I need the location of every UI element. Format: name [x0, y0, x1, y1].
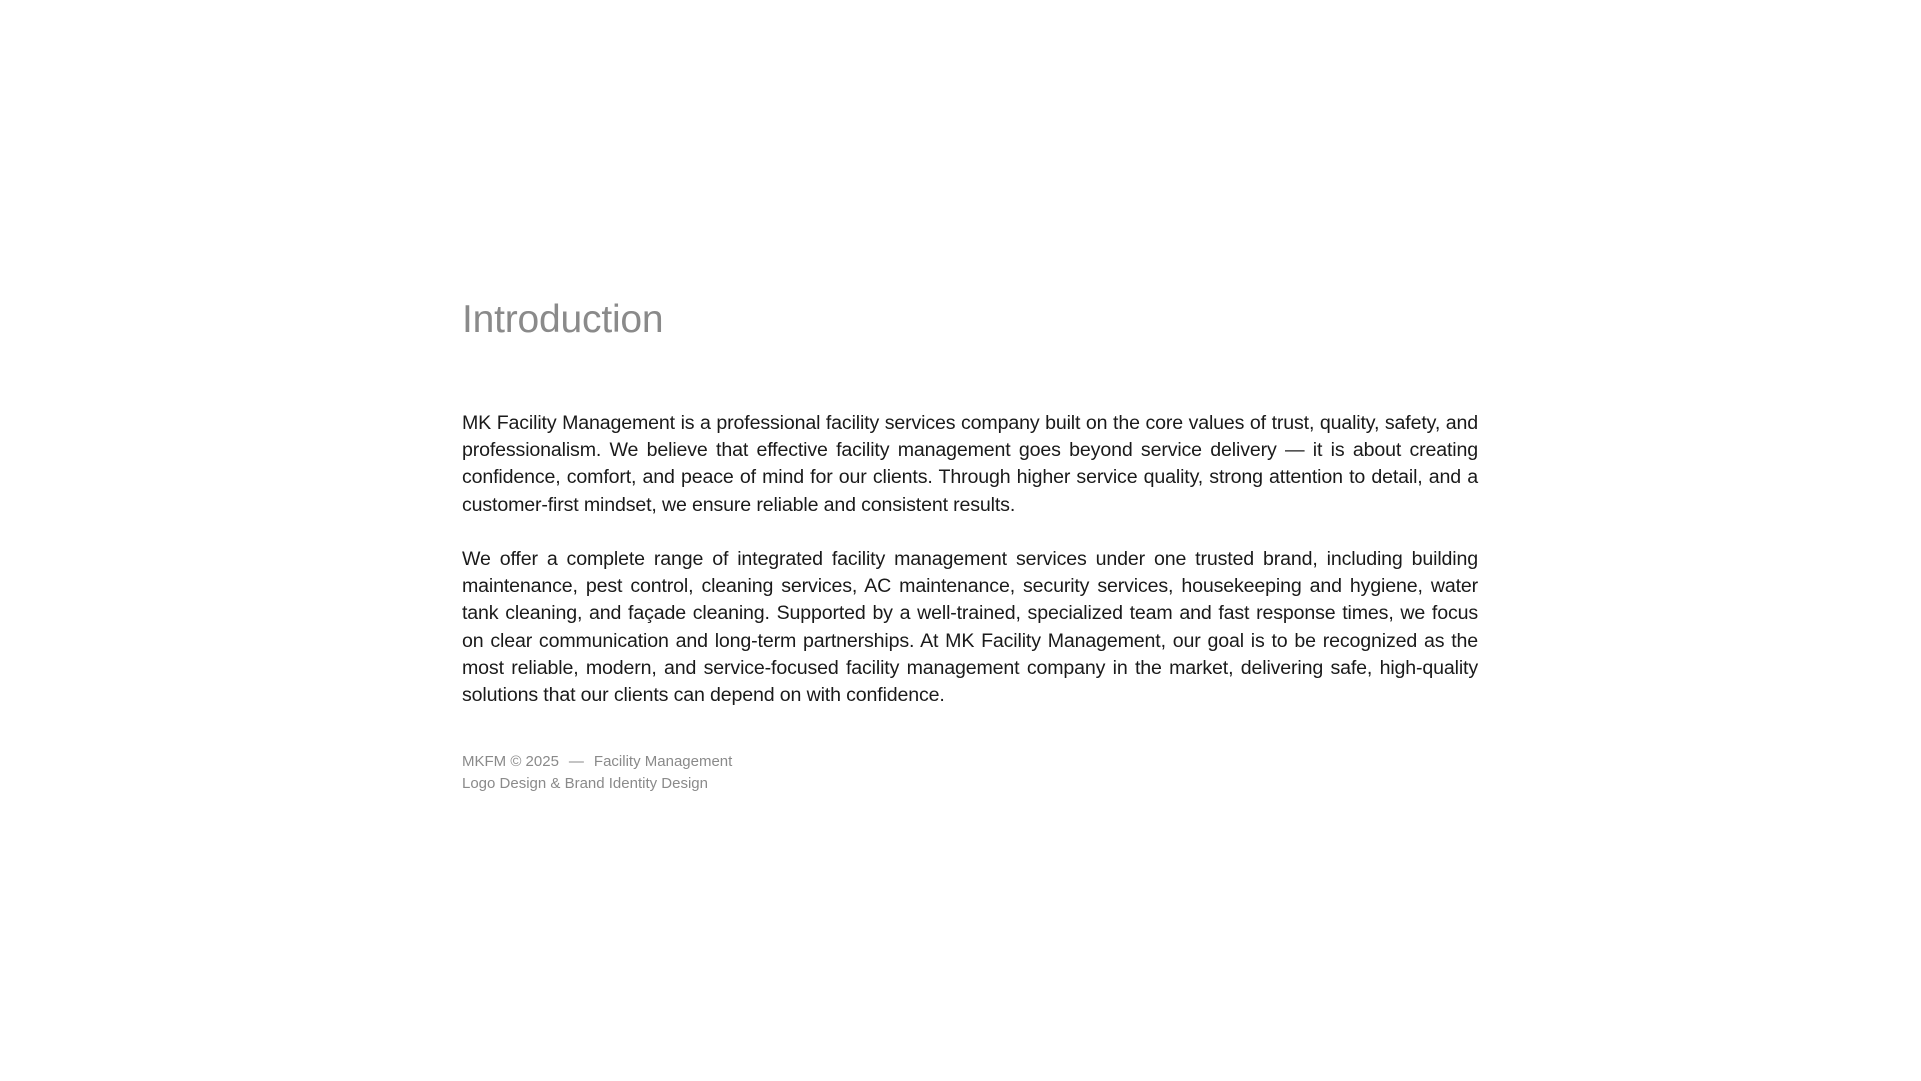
footer-credit-line: [462, 751, 1478, 773]
footer-subtitle: Logo Design & Brand Identity Design: [462, 775, 708, 793]
footer-brand: MKFM © 2025: [462, 753, 559, 771]
footer-separator: —: [568, 753, 584, 771]
intro-section: [462, 290, 1478, 795]
page-footer: [462, 751, 1478, 795]
intro-paragraph-1: MK Facility Management is a professional facility services company built on the core values of trust, quality, safety, and professionalism. We believe that effective facility management goes beyond service delivery — it is about creating confidence, comfort, and peace of mind for our clients. Through higher service quality, strong attention to detail, and a customer-first mindset, we ensure reliable and consistent results.: [462, 412, 1478, 516]
footer-category: Facility Management: [593, 753, 733, 771]
intro-body: [462, 410, 1478, 709]
page-title: Introduction: [462, 298, 664, 341]
intro-paragraph-2: We offer a complete range of integrated facility management services under one trusted brand, including building maintenance, pest control, cleaning services, AC maintenance, security services, housekeeping and hygiene, water tank cleaning, and façade cleaning. Supported by a well-trained, specialized team and fast response times, we focus on clear communication and long-term partnerships. At MK Facility Management, our goal is to be recognized as the most reliable, modern, and service-focused facility management company in the market, delivering safe, high-quality solutions that our clients can depend on with confidence.: [462, 548, 1478, 707]
